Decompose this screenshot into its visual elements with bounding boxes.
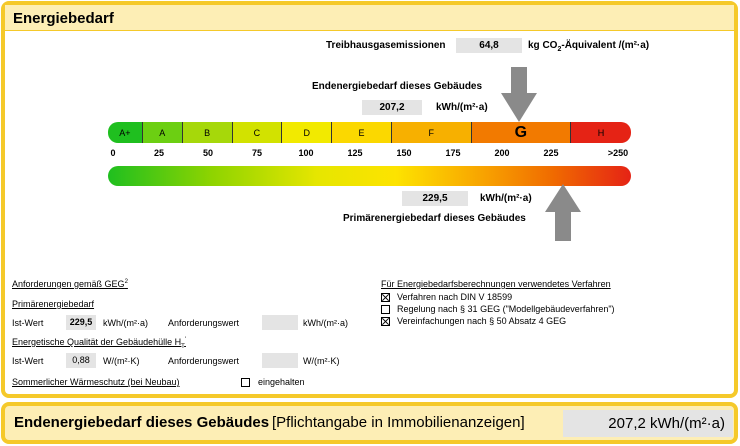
primary-ist-value: 229,5: [66, 315, 96, 330]
scale-tick-label: 225: [543, 148, 559, 158]
primary-requirement-title: Primärenergiebedarf: [12, 299, 95, 309]
envelope-requirement-title: Energetische Qualität der Gebäudehülle $H_T'$: [12, 337, 186, 350]
summer-protection-checkbox[interactable]: [241, 378, 250, 387]
energy-class-a: A: [143, 122, 183, 143]
energy-class-a-plus: A+: [108, 122, 143, 143]
footer-label: Endenergiebedarf dieses Gebäudes: [14, 414, 270, 431]
primary-req-label: Anforderungswert: [168, 318, 240, 328]
end-energy-label: Endenergiebedarf dieses Gebäudes: [312, 81, 483, 92]
envelope-req-unit: W/(m²·K): [303, 356, 340, 366]
primary-energy-label: Primärenergiebedarf dieses Gebäudes: [343, 213, 526, 224]
ghg-unit: kg $CO_2$-Äquivalent /(m²·a): [528, 40, 650, 53]
primary-energy-gradient-bar: [108, 166, 631, 186]
envelope-ist-value: 0,88: [66, 353, 96, 368]
scale-tick-label: 75: [251, 148, 263, 158]
primary-energy-arrow-icon: [543, 184, 583, 242]
method-checkbox[interactable]: [381, 305, 390, 314]
summer-protection-label: Sommerlicher Wärmeschutz (bei Neubau): [12, 377, 180, 387]
primary-energy-unit: kWh/(m²·a): [480, 193, 532, 204]
scale-tick-label: 100: [298, 148, 314, 158]
primary-energy-value: 229,5: [402, 191, 468, 206]
method-item: [381, 304, 615, 314]
envelope-req-label: Anforderungswert: [168, 356, 240, 366]
page-title: Energiebedarf: [13, 10, 114, 27]
method-label: Verfahren nach DIN V 18599: [397, 292, 513, 302]
ghg-label: Treibhausgasemissionen: [326, 40, 446, 51]
footer-note: [Pflichtangabe in Immobilienanzeigen]: [272, 414, 525, 431]
end-energy-unit: kWh/(m²·a): [436, 102, 488, 113]
energy-class-e: E: [332, 122, 392, 143]
method-item: [381, 292, 512, 302]
end-energy-arrow-icon: [499, 67, 539, 123]
requirements-heading: Anforderungen gemäß GEG$^2$: [12, 279, 128, 289]
scale-tick-label: 0: [110, 148, 116, 158]
scale-tick-label: 175: [445, 148, 461, 158]
envelope-ist-label: Ist-Wert: [12, 356, 44, 366]
scale-tick-label: 125: [347, 148, 363, 158]
primary-req-unit: kWh/(m²·a): [303, 318, 348, 328]
envelope-req-value: [262, 353, 298, 368]
energy-class-f: F: [392, 122, 472, 143]
method-item: [381, 316, 566, 326]
method-label: Vereinfachungen nach § 50 Absatz 4 GEG: [397, 316, 567, 326]
method-checkbox[interactable]: [381, 317, 390, 326]
method-label: Regelung nach § 31 GEG ("Modellgebäudeverfahren"): [397, 304, 615, 314]
energy-class-c: C: [233, 122, 283, 143]
energy-class-h: H: [571, 122, 631, 143]
summer-protection-check-label: eingehalten: [258, 377, 305, 387]
energy-class-b: B: [183, 122, 233, 143]
envelope-ist-unit: W/(m²·K): [103, 356, 140, 366]
energy-class-d: D: [282, 122, 332, 143]
scale-tick-label: >250: [607, 148, 629, 158]
method-checkbox[interactable]: [381, 293, 390, 302]
footer-value: 207,2 kWh/(m²·a): [563, 410, 733, 437]
ghg-value: 64,8: [456, 38, 522, 53]
scale-tick-label: 50: [202, 148, 214, 158]
methods-heading: Für Energiebedarfsberechnungen verwendetes Verfahren: [381, 279, 611, 289]
scale-tick-label: 25: [153, 148, 165, 158]
energy-class-scale: [108, 122, 631, 143]
energy-class-g: G: [472, 122, 572, 143]
primary-req-value: [262, 315, 298, 330]
scale-tick-label: 200: [494, 148, 510, 158]
end-energy-value: 207,2: [362, 100, 422, 115]
title-band: [5, 5, 734, 31]
primary-ist-label: Ist-Wert: [12, 318, 44, 328]
scale-tick-label: 150: [396, 148, 412, 158]
primary-ist-unit: kWh/(m²·a): [103, 318, 148, 328]
